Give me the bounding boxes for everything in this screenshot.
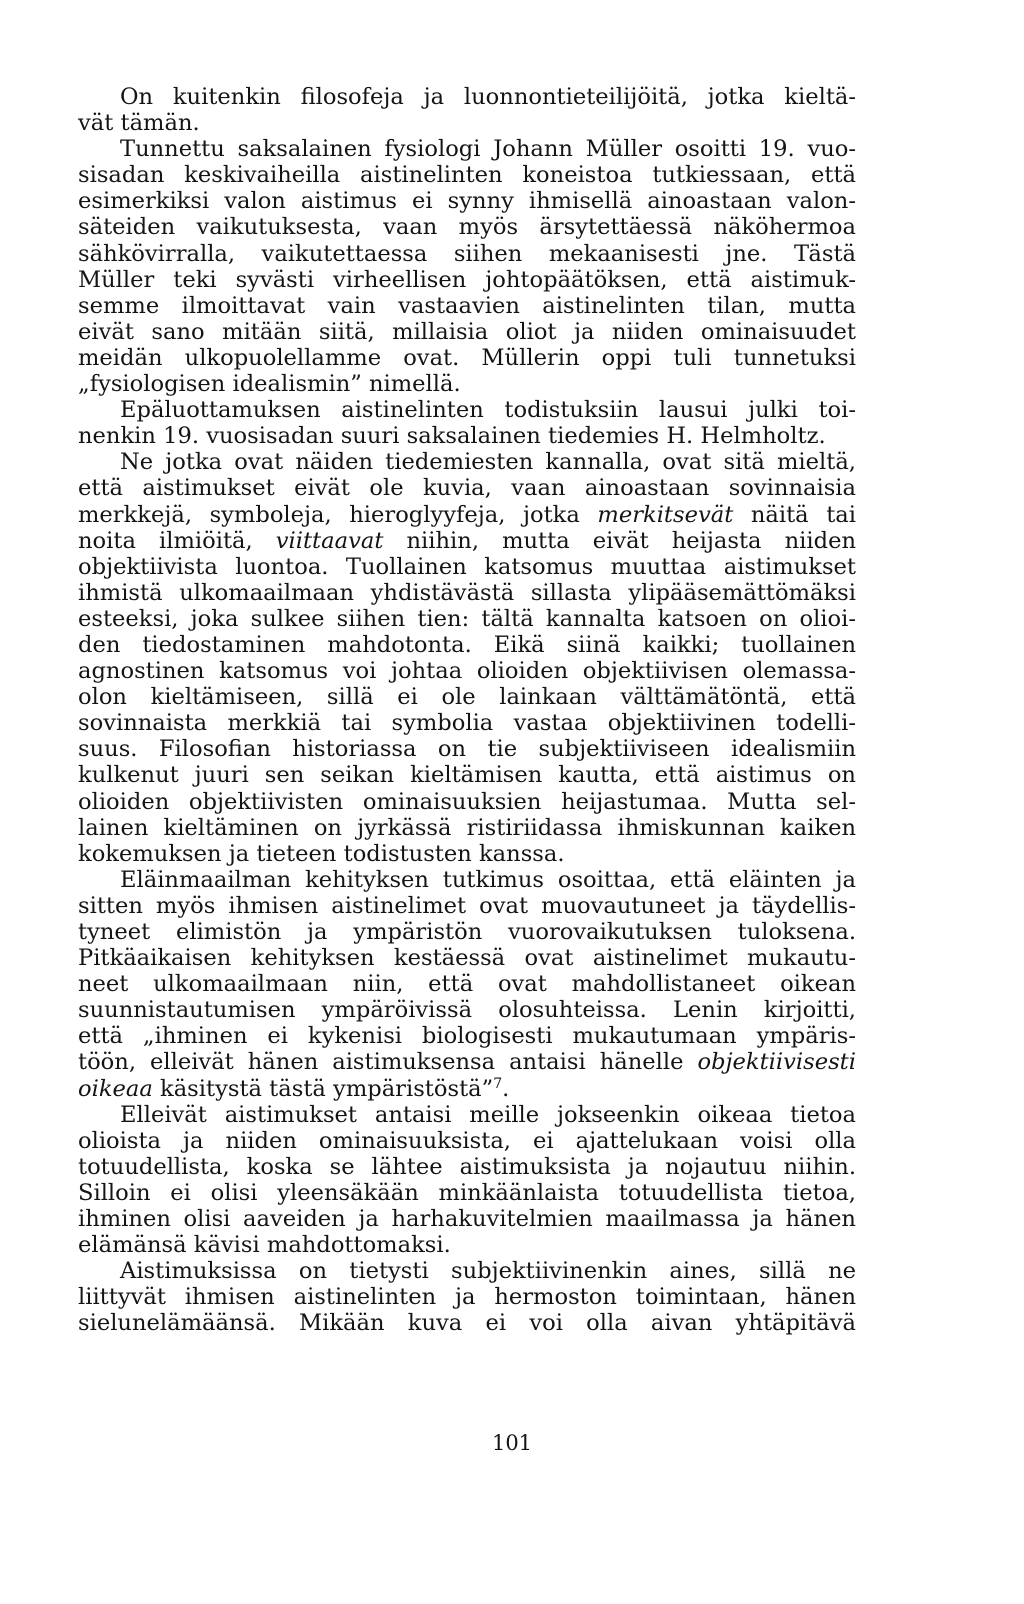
text-line: Elleivät aistimukset antaisi meille jokseenkin oikeaa tietoa [120, 1101, 856, 1128]
text-line: lainen kieltäminen on jyrkässä ristiriidassa ihmiskunnan kaiken [78, 814, 856, 841]
text-line: „fysiologisen idealismin” nimellä. [78, 371, 461, 398]
text-line: sielunelämäänsä. Mikään kuva ei voi olla aivan yhtäpitävä [78, 1310, 856, 1337]
text-line: kokemuksen ja tieteen todistusten kanssa. [78, 840, 565, 867]
text-line: Tunnettu saksalainen fysiologi Johann Müller osoitti 19. vuo- [120, 136, 856, 163]
paragraph [78, 136, 856, 397]
text-line: Silloin ei olisi yleensäkään minkäänlaista totuudellista tietoa, [78, 1179, 856, 1206]
text-line: noita ilmiöitä, viittaavat niihin, mutta eivät heijasta niiden [78, 527, 856, 554]
text-line: että „ihminen ei kykenisi biologisesti mukautumaan ympäris- [78, 1023, 856, 1050]
text-line: eivät sano mitään siitä, millaisia oliot ja niiden ominaisuudet [78, 318, 856, 345]
footnote-reference: 7 [493, 1075, 503, 1092]
text-line: objektiivista luontoa. Tuollainen katsomus muuttaa aistimukset [78, 553, 856, 580]
text-line: olioista ja niiden ominaisuuksista, ei ajattelukaan voisi olla [78, 1127, 856, 1154]
text-line: sovinnaista merkkiä tai symbolia vastaa objektiivinen todelli- [78, 710, 856, 737]
text-line: esteeksi, joka sulkee siihen tien: tältä kannalta katsoen on olioi- [78, 605, 856, 632]
emphasized-term: viittaavat [275, 527, 384, 554]
text-line: den tiedostaminen mahdotonta. Eikä siinä kaikki; tuollainen [78, 631, 856, 658]
text-line: Müller teki syvästi virheellisen johtopäätöksen, että aistimuk- [78, 266, 856, 293]
text-line: töön, elleivät hänen aistimuksensa antaisi hänelle objektiivisesti [78, 1049, 856, 1076]
text-line: liittyvät ihmisen aistinelinten ja hermoston toimintaan, hänen [78, 1284, 856, 1311]
text-line: säteiden vaikutuksesta, vaan myös ärsytettäessä näköhermoa [78, 214, 856, 241]
line-closing: . [502, 1075, 510, 1102]
text-line: semme ilmoittavat vain vastaavien aistinelinten tilan, mutta [78, 292, 856, 319]
text-line: että aistimukset eivät ole kuvia, vaan ainoastaan sovinnaisia [78, 475, 856, 502]
text-line: ihmistä ulkomaailmaan yhdistävästä sillasta ylipääsemättömäksi [78, 579, 856, 606]
text-line: olioiden objektiivisten ominaisuuksien heijastumaa. Mutta sel- [78, 788, 856, 815]
emphasized-term: merkitsevät [597, 501, 734, 528]
text-line: vät tämän. [78, 110, 200, 137]
text-line: totuudellista, koska se lähtee aistimuksista ja nojautuu niihin. [78, 1153, 856, 1180]
page-number: 101 [491, 1431, 533, 1455]
text-line: sitten myös ihmisen aistinelimet ovat muovautuneet ja täydellis- [78, 892, 856, 919]
text-line: suus. Filosofian historiassa on tie subjektiiviseen idealismiin [78, 736, 856, 763]
paragraph [78, 1258, 856, 1336]
text-line: meidän ulkopuolellamme ovat. Müllerin oppi tuli tunnetuksi [78, 344, 856, 371]
text-line: suunnistautumisen ympäröivissä olosuhteissa. Lenin kirjoitti, [78, 997, 856, 1024]
text-line: esimerkiksi valon aistimus ei synny ihmisellä ainoastaan valon- [78, 188, 856, 215]
text-line: neet ulkomaailmaan niin, että ovat mahdollistaneet oikean [78, 971, 856, 998]
text-line: Ne jotka ovat näiden tiedemiesten kannalla, ovat sitä mieltä, [120, 449, 856, 476]
text-line: Eläinmaailman kehityksen tutkimus osoittaa, että eläinten ja [120, 866, 856, 893]
text-line: Pitkäaikaisen kehityksen kestäessä ovat aistinelimet mukautu- [78, 945, 856, 972]
text-line [78, 1076, 856, 1102]
emphasized-term: oikeaa [78, 1075, 153, 1102]
text-line: tyneet elimistön ja ympäristön vuorovaikutuksen tuloksena. [78, 919, 856, 945]
text-line: nenkin 19. vuosisadan suuri saksalainen tiedemies H. Helmholtz. [78, 423, 826, 450]
text-line: On kuitenkin filosofeja ja luonnontieteilijöitä, jotka kieltä- [120, 84, 856, 110]
paragraph [78, 397, 856, 449]
page-text [78, 84, 856, 1337]
text-line: kulkenut juuri sen seikan kieltämisen kautta, että aistimus on [78, 762, 856, 789]
text-line: olon kieltämiseen, sillä ei ole lainkaan välttämätöntä, että [78, 684, 856, 711]
text-line: sisadan keskivaiheilla aistinelinten koneistoa tutkiessaan, että [78, 162, 856, 189]
text-line: elämänsä kävisi mahdottomaksi. [78, 1232, 451, 1259]
line-text: oikeaa käsitystä tästä ympäristöstä” [78, 1075, 494, 1102]
text-line: ihminen olisi aaveiden ja harhakuvitelmien maailmassa ja hänen [78, 1206, 856, 1233]
text-line: agnostinen katsomus voi johtaa olioiden objektiivisen olemassa- [78, 658, 856, 685]
text-line: Aistimuksissa on tietysti subjektiivinenkin aines, sillä ne [120, 1258, 856, 1285]
text-line: merkkejä, symboleja, hieroglyyfeja, jotka merkitsevät näitä tai [78, 501, 856, 528]
paragraph [78, 449, 856, 867]
text-line: sähkövirralla, vaikutettaessa siihen mekaanisesti jne. Tästä [78, 240, 856, 267]
paragraph [78, 84, 856, 136]
paragraph [78, 867, 856, 1102]
emphasized-term: objektiivisesti [697, 1049, 856, 1076]
text-line: Epäluottamuksen aistinelinten todistuksiin lausui julki toi- [120, 397, 856, 424]
paragraph [78, 1102, 856, 1259]
